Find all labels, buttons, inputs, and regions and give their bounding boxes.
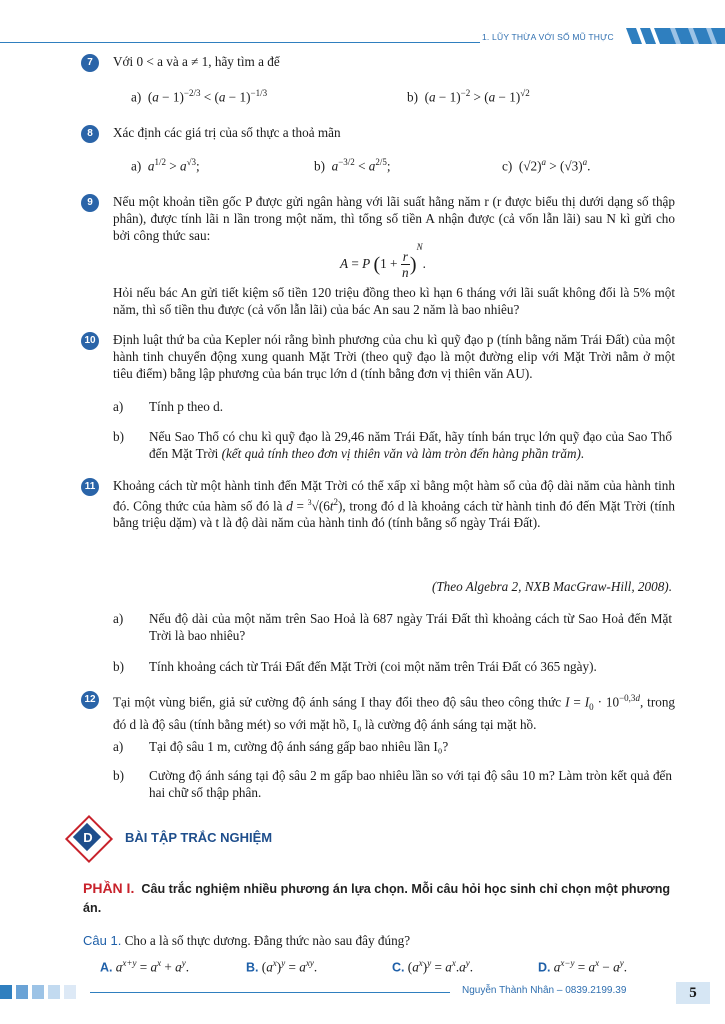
sub-text: Tại độ sâu 1 m, cường độ ánh sáng gấp bao nhiêu lần I₀? <box>149 739 449 754</box>
sub-label: c) <box>502 158 513 174</box>
option-letter: D. <box>538 960 551 975</box>
text-part: Khoảng cách từ một hành tinh đến Mặt Trời có thể xấp xỉ bằng một hàm số của độ dài năm của hành tinh đó. Công thức của hàm số đó là <box>113 478 675 514</box>
option-d[interactable]: D. $a^{x-y} = a^x - a^y$. <box>538 958 627 975</box>
q7-part-a: a) $(a - 1)^{-2/3} < (a - 1)^{-1/3}$ <box>131 88 268 105</box>
sub-text: Nếu độ dài của một năm trên Sao Hoả là 687 ngày Trái Đất thì khoảng cách từ Sao Hoả đến Mặt Trời là bao nhiêu? <box>149 611 672 643</box>
header-rule <box>0 42 480 43</box>
question-text: Nếu một khoản tiền gốc P được gửi ngân hàng với lãi suất hằng năm r (r được biểu thị dưới dạng số thập phân), được tính lãi n lần trong một năm, thì tổng số tiền A nhận được (cả vốn lẫn lãi) sau N kì gửi cho bởi công thức sau: <box>113 194 675 243</box>
question-8 <box>83 124 675 141</box>
question-number-badge: 9 <box>81 194 99 212</box>
sub-text: Tính p theo d. <box>149 399 223 414</box>
question-cau-1 <box>83 933 410 949</box>
question-text: Tại một vùng biển, giả sử cường độ ánh sáng I thay đổi theo độ sâu theo công thức $I = I_0 \cdot 10^{-0,3d}$, trong đó d là độ sâu (tính bằng mét) so với mặt hồ, I₀ là cường độ ánh sáng tại mặt hồ. <box>113 693 676 733</box>
sub-label: a) <box>113 739 124 754</box>
sub-label: a) <box>131 158 142 174</box>
q10-part-a <box>113 398 672 415</box>
q9-formula: A = P (1 + $\frac{r}{n})^N$. <box>340 242 426 281</box>
q11-part-b <box>113 658 672 675</box>
sub-label: a) <box>131 89 142 105</box>
q8-part-c: c) $(√2)^a > (√3)^a$. <box>502 157 591 174</box>
footer-rule <box>90 992 450 993</box>
q12-part-b <box>113 767 672 801</box>
option-letter: B. <box>246 960 259 975</box>
source-citation: (Theo Algebra 2, NXB MacGraw-Hill, 2008). <box>431 579 672 594</box>
footer-squares-decoration <box>0 985 90 999</box>
question-number-badge: 10 <box>81 332 99 350</box>
sub-text: Tính khoảng cách từ Trái Đất đến Mặt Trời (coi một năm trên Trái Đất có 365 ngày). <box>149 659 597 674</box>
option-c[interactable]: C. $(a^x)^y = a^x.a^y$. <box>392 958 474 975</box>
option-a[interactable]: A. $a^{x+y} = a^x + a^y$. <box>100 958 189 975</box>
sub-note: (kết quả tính theo đơn vị thiên văn và làm tròn đến hàng phần trăm). <box>221 446 585 461</box>
question-9 <box>83 193 675 244</box>
chapter-title: 1. LŨY THỪA VỚI SỐ MŨ THỰC <box>482 32 614 42</box>
part-1-heading <box>83 879 675 918</box>
text-part: Tại một vùng biển, giả sử cường độ ánh sáng I thay đổi theo độ sâu theo công thức <box>113 694 562 710</box>
sub-label: a) <box>113 399 124 414</box>
sub-label: b) <box>113 768 124 783</box>
question-number-badge: 11 <box>81 478 99 496</box>
part-description: Câu trắc nghiệm nhiều phương án lựa chọn. Mỗi câu hỏi học sinh chỉ chọn một phương án. <box>83 882 671 915</box>
question-11 <box>83 477 675 531</box>
text-part: , trong đó d là khoảng cách từ hành tinh đó đến Mặt Trời (tính bằng triệu dặm) và t là độ dài năm của hành tinh đó (tính bằng số ngày Trái Đất). <box>113 498 675 531</box>
text-part: trong đó d là độ sâu (tính bằng mét) so với mặt hồ, I₀ là cường độ ánh sáng tại mặt hồ. <box>113 694 676 733</box>
sub-label: b) <box>113 429 124 444</box>
q8-part-a: a) $a^{1/2} > a^{√3}$; <box>131 157 200 174</box>
sub-text: Cường độ ánh sáng tại độ sâu 2 m gấp bao nhiêu lần so với tại độ sâu 10 m? Làm tròn kết quả đến hai chữ số thập phân. <box>149 768 672 800</box>
page-header <box>0 0 725 48</box>
question-7 <box>83 53 675 70</box>
question-text: Định luật thứ ba của Kepler nói rằng bình phương của chu kì quỹ đạo p (tính bằng năm Trái Đất) của một hành tinh chuyển động xung quanh Mặt Trời (theo quỹ đạo là một đường elip với Mặt Trời nằm ở một tiêu điểm) bằng lập phương của bán trục lớn d (tính bằng đơn vị thiên văn AU). <box>113 332 675 381</box>
page-number: 5 <box>676 982 710 1004</box>
cau-label: Câu 1. <box>83 933 122 948</box>
section-letter: D <box>83 830 93 845</box>
sub-label: b) <box>407 89 418 105</box>
option-letter: C. <box>392 960 405 975</box>
question-number-badge: 8 <box>81 125 99 143</box>
question-number-badge: 12 <box>81 691 99 709</box>
question-text: Hỏi nếu bác An gửi tiết kiệm số tiền 120 triệu đồng theo kì hạn 6 tháng với lãi suất không đổi là 5% một năm, thì số tiền thu được (cả vốn lẫn lãi) của bác An sau 2 năm là bao nhiêu? <box>113 285 675 317</box>
question-9-continued <box>83 284 675 318</box>
q12-part-a <box>113 738 672 755</box>
section-title: BÀI TẬP TRẮC NGHIỆM <box>125 830 273 845</box>
q10-part-b <box>113 428 672 462</box>
question-number-badge: 7 <box>81 54 99 72</box>
question-text: Xác định các giá trị của số thực a thoả mãn <box>113 125 341 140</box>
header-stripes-decoration <box>626 28 725 44</box>
question-text: Với 0 < a và a ≠ 1, hãy tìm a để <box>113 54 280 69</box>
sub-text: Nếu Sao Thổ có chu kì quỹ đạo là 29,46 năm Trái Đất, hãy tính bán trục lớn quỹ đạo của Sao Thổ đến Mặt Trời <box>149 429 672 461</box>
sub-label: a) <box>113 611 124 626</box>
q11-part-a <box>113 610 672 644</box>
q7-part-b: b) $(a - 1)^{-2} > (a - 1)^{√2}$ <box>407 88 530 105</box>
option-b[interactable]: B. $(a^x)^y = a^{xy}$. <box>246 958 318 975</box>
question-10 <box>83 331 675 382</box>
sub-label: b) <box>113 659 124 674</box>
cau-text: Cho a là số thực dương. Đẳng thức nào sau đây đúng? <box>124 933 411 948</box>
option-letter: A. <box>100 960 113 975</box>
part-label: PHẦN I. <box>83 880 135 896</box>
sub-label: b) <box>314 158 325 174</box>
question-12 <box>83 690 675 733</box>
q8-part-b: b) $a^{-3/2} < a^{2/5}$; <box>314 157 391 174</box>
footer-author: Nguyễn Thành Nhân – 0839.2199.39 <box>462 985 627 996</box>
page-footer <box>0 980 725 1024</box>
question-text: Khoảng cách từ một hành tinh đến Mặt Trời có thể xấp xỉ bằng một hàm số của độ dài năm của hành tinh đó. Công thức của hàm số đó là $d = ^3√(6t^2)$, trong đó d là khoảng cách từ hành tinh đó đến Mặt Trời (tính bằng triệu dặm) và t là độ dài năm của hành tinh đó (tính bằng số ngày Trái Đất). <box>113 478 675 531</box>
